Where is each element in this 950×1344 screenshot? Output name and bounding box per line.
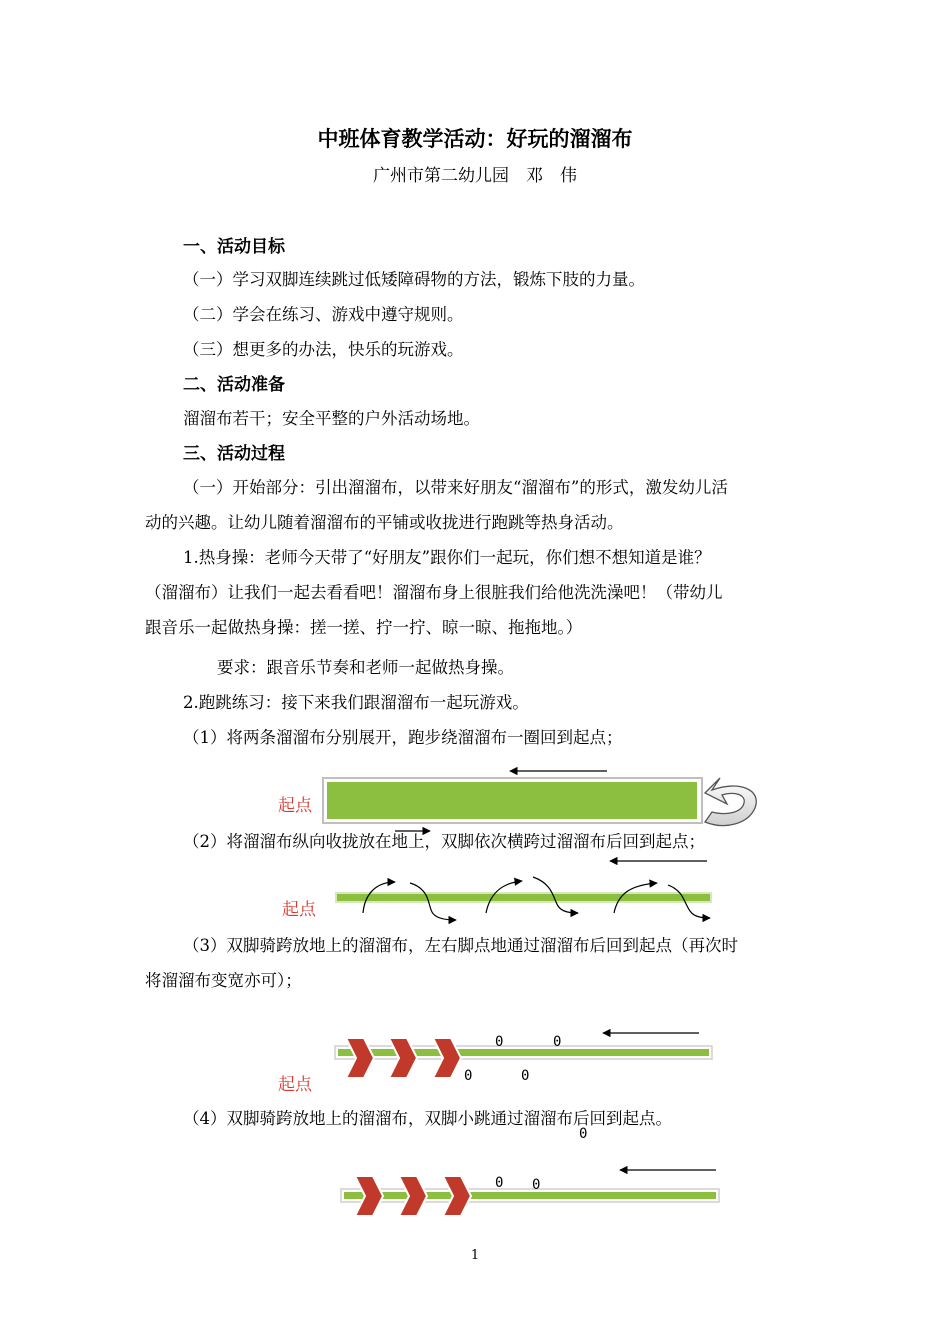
foot-mark: 0 [464,1068,473,1084]
cloth-wide [327,782,697,819]
page-title: 中班体育教学活动：好玩的溜溜布 [317,127,633,151]
goal-2: （二）学会在练习、游戏中遵守规则。 [183,305,464,324]
foot-mark: 0 [553,1034,562,1050]
cloth-narrow [344,1192,716,1199]
foot-mark: 0 [495,1034,504,1050]
cloth-narrow [336,893,711,902]
section-heading-prep: 二、活动准备 [183,375,285,395]
process-para-2-line-2: （溜溜布）让我们一起去看看吧！溜溜布身上很脏我们给他洗洗澡吧！（带幼儿 [145,583,723,602]
step-1-text: （1）将两条溜溜布分别展开，跑步绕溜溜布一圈回到起点； [183,728,623,747]
prep-text: 溜溜布若干；安全平整的户外活动场地。 [183,409,480,428]
foot-mark: 0 [495,1175,504,1191]
figure-4-straddle-jump [341,1170,719,1216]
start-label: 起点 [278,1075,312,1095]
page-number: 1 [470,1248,480,1263]
foot-mark: 0 [521,1068,530,1084]
return-arrow-icon [705,778,756,826]
step-4-text: （4）双脚骑跨放地上的溜溜布，双脚小跳通过溜溜布后回到起点。 [183,1109,672,1128]
foot-mark: 0 [532,1177,541,1193]
process-para-2-line-1: 1.热身操：老师今天带了“好朋友”跟你们一起玩，你们想不想知道是谁？ [183,548,711,567]
author-line: 广州市第二幼儿园 邓 伟 [373,166,577,186]
goal-1: （一）学习双脚连续跳过低矮障碍物的方法，锻炼下肢的力量。 [183,270,645,289]
cloth-narrow [338,1049,709,1056]
step-2-text: （2）将溜溜布纵向收拢放在地上，双脚依次横跨过溜溜布后回到起点； [183,832,705,851]
process-para-2-line-3: 跟音乐一起做热身操：搓一搓、拧一拧、晾一晾、拖拖地。） [145,618,583,637]
start-label: 起点 [282,900,316,920]
section-heading-process: 三、活动过程 [183,444,285,464]
start-label: 起点 [278,796,312,816]
goal-3: （三）想更多的办法，快乐的玩游戏。 [183,340,464,359]
process-para-3: 2.跑跳练习：接下来我们跟溜溜布一起玩游戏。 [183,693,529,712]
figure-1-run-around [323,771,756,826]
process-para-1-line-2: 动的兴趣。让幼儿随着溜溜布的平铺或收拢进行跑跳等热身活动。 [145,513,624,532]
requirement-text: 要求：跟音乐节奏和老师一起做热身操。 [217,658,514,677]
process-para-1-line-1: （一）开始部分：引出溜溜布，以带来好朋友“溜溜布”的形式，激发幼儿活 [183,478,728,497]
step-3-text-line-2: 将溜溜布变宽亦可）； [145,971,302,990]
section-heading-goals: 一、活动目标 [183,237,285,257]
foot-mark: 0 [579,1126,588,1142]
step-3-text-line-1: （3）双脚骑跨放地上的溜溜布，左右脚点地通过溜溜布后回到起点（再次时 [183,936,738,955]
